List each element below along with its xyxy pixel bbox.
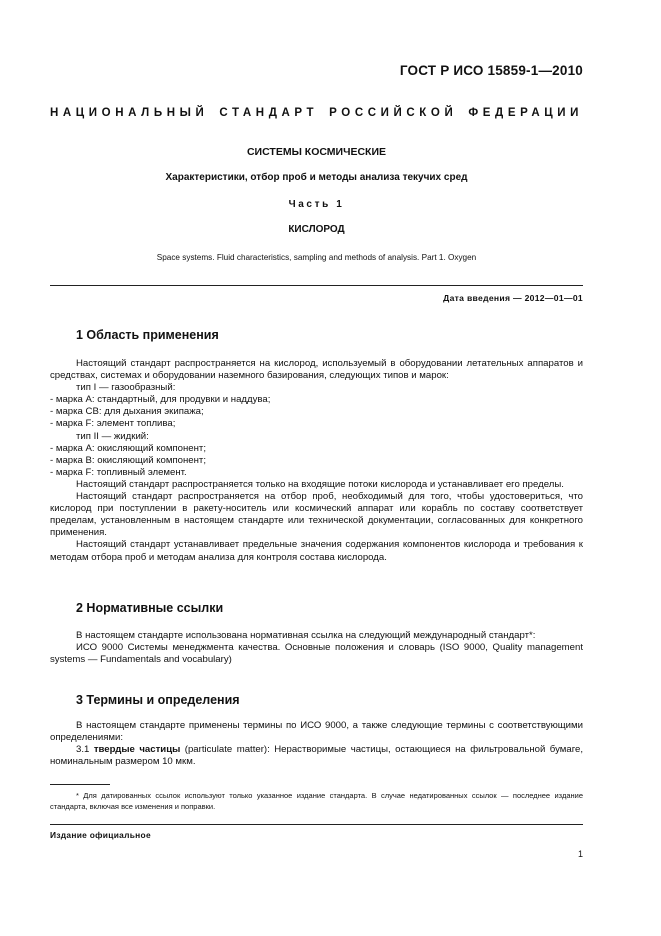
section-3-paragraph: В настоящем стандарте применены термины по ИСО 9000, а также следующие термины с соответствующими определениями: [50,720,583,744]
page-number: 1 [577,849,583,859]
part-label: Часть 1 [288,199,345,210]
section-2-body [50,630,583,666]
term-definition-text: (particulate matter): Нерастворимые частицы, остающиеся на фильтровальной бумаге, номинальным размером 10 мкм. [50,744,583,768]
header-divider [50,285,583,286]
section-2-paragraph: ИСО 9000 Системы менеджмента качества. Основные положения и словарь (ISO 9000, Quality management systems — Fundamentals and vocabulary) [50,642,583,666]
official-edition-label: Издание официальное [50,830,151,840]
list-item: тип I — газообразный: [76,382,176,394]
standard-title: СИСТЕМЫ КОСМИЧЕСКИЕ [246,146,387,158]
standard-subtitle: Характеристики, отбор проб и методы анализа текучих сред [165,172,468,183]
term-name: твердые частицы [93,744,181,756]
footnote [50,790,583,812]
term-definition [50,744,583,768]
section-1-paragraph: Настоящий стандарт распространяется на кислород, используемый в оборудовании летательных аппаратов и средствах, системах и оборудовании наземного базирования, следующих типов и марок: [50,358,583,382]
section-3-body [50,720,583,768]
term-number: 3.1 [76,744,94,756]
section-2-heading: 2 Нормативные ссылки [76,601,224,615]
list-item: тип II — жидкий: [76,430,149,442]
section-1-paragraph: Настоящий стандарт устанавливает предельные значения содержания компонентов кислорода и требования к методам отбора проб и методам анализа для контроля состава кислорода. [50,539,583,563]
list-item: - марка B: окисляющий компонент; [50,454,206,466]
list-item: - марка F: топливный элемент. [50,466,187,478]
list-item: - марка A: окисляющий компонент; [50,442,206,454]
national-standard-header: НАЦИОНАЛЬНЫЙ СТАНДАРТ РОССИЙСКОЙ ФЕДЕРАЦИИ [50,107,583,119]
section-1-heading: 1 Область применения [76,328,219,342]
effective-date: Дата введения — 2012—01—01 [443,293,583,303]
english-title: Space systems. Fluid characteristics, sampling and methods of analysis. Part 1. Oxygen [156,253,477,262]
list-item: - марка A: стандартный, для продувки и наддува; [50,394,271,406]
section-1-paragraph: Настоящий стандарт распространяется только на входящие потоки кислорода и устанавливает его пределы. [76,478,564,490]
part-title: КИСЛОРОД [288,224,345,235]
section-1-body [50,358,583,564]
footnote-divider [50,784,110,785]
section-2-paragraph: В настоящем стандарте использована нормативная ссылка на следующий международный стандарт*: [76,630,536,641]
footer-divider [50,824,583,825]
footnote-text: * Для датированных ссылок используют только указанное издание стандарта. В случае недатированных ссылок — последнее издание стандарта, включая все изменения и поправки. [50,791,583,811]
document-number: ГОСТ Р ИСО 15859-1—2010 [399,63,583,78]
list-item: - марка CB: для дыхания экипажа; [50,406,204,418]
section-1-paragraph: Настоящий стандарт распространяется на отбор проб, необходимый для того, чтобы удостовериться, что кислород при поступлении в ракету-носитель или космический аппарат или корабль по составу соответствует пределам, установленным в настоящем стандарте или технической документации, согласованных для конкретного применения. [50,491,583,539]
list-item: - марка F: элемент топлива; [50,418,176,430]
section-3-heading: 3 Термины и определения [76,693,240,707]
